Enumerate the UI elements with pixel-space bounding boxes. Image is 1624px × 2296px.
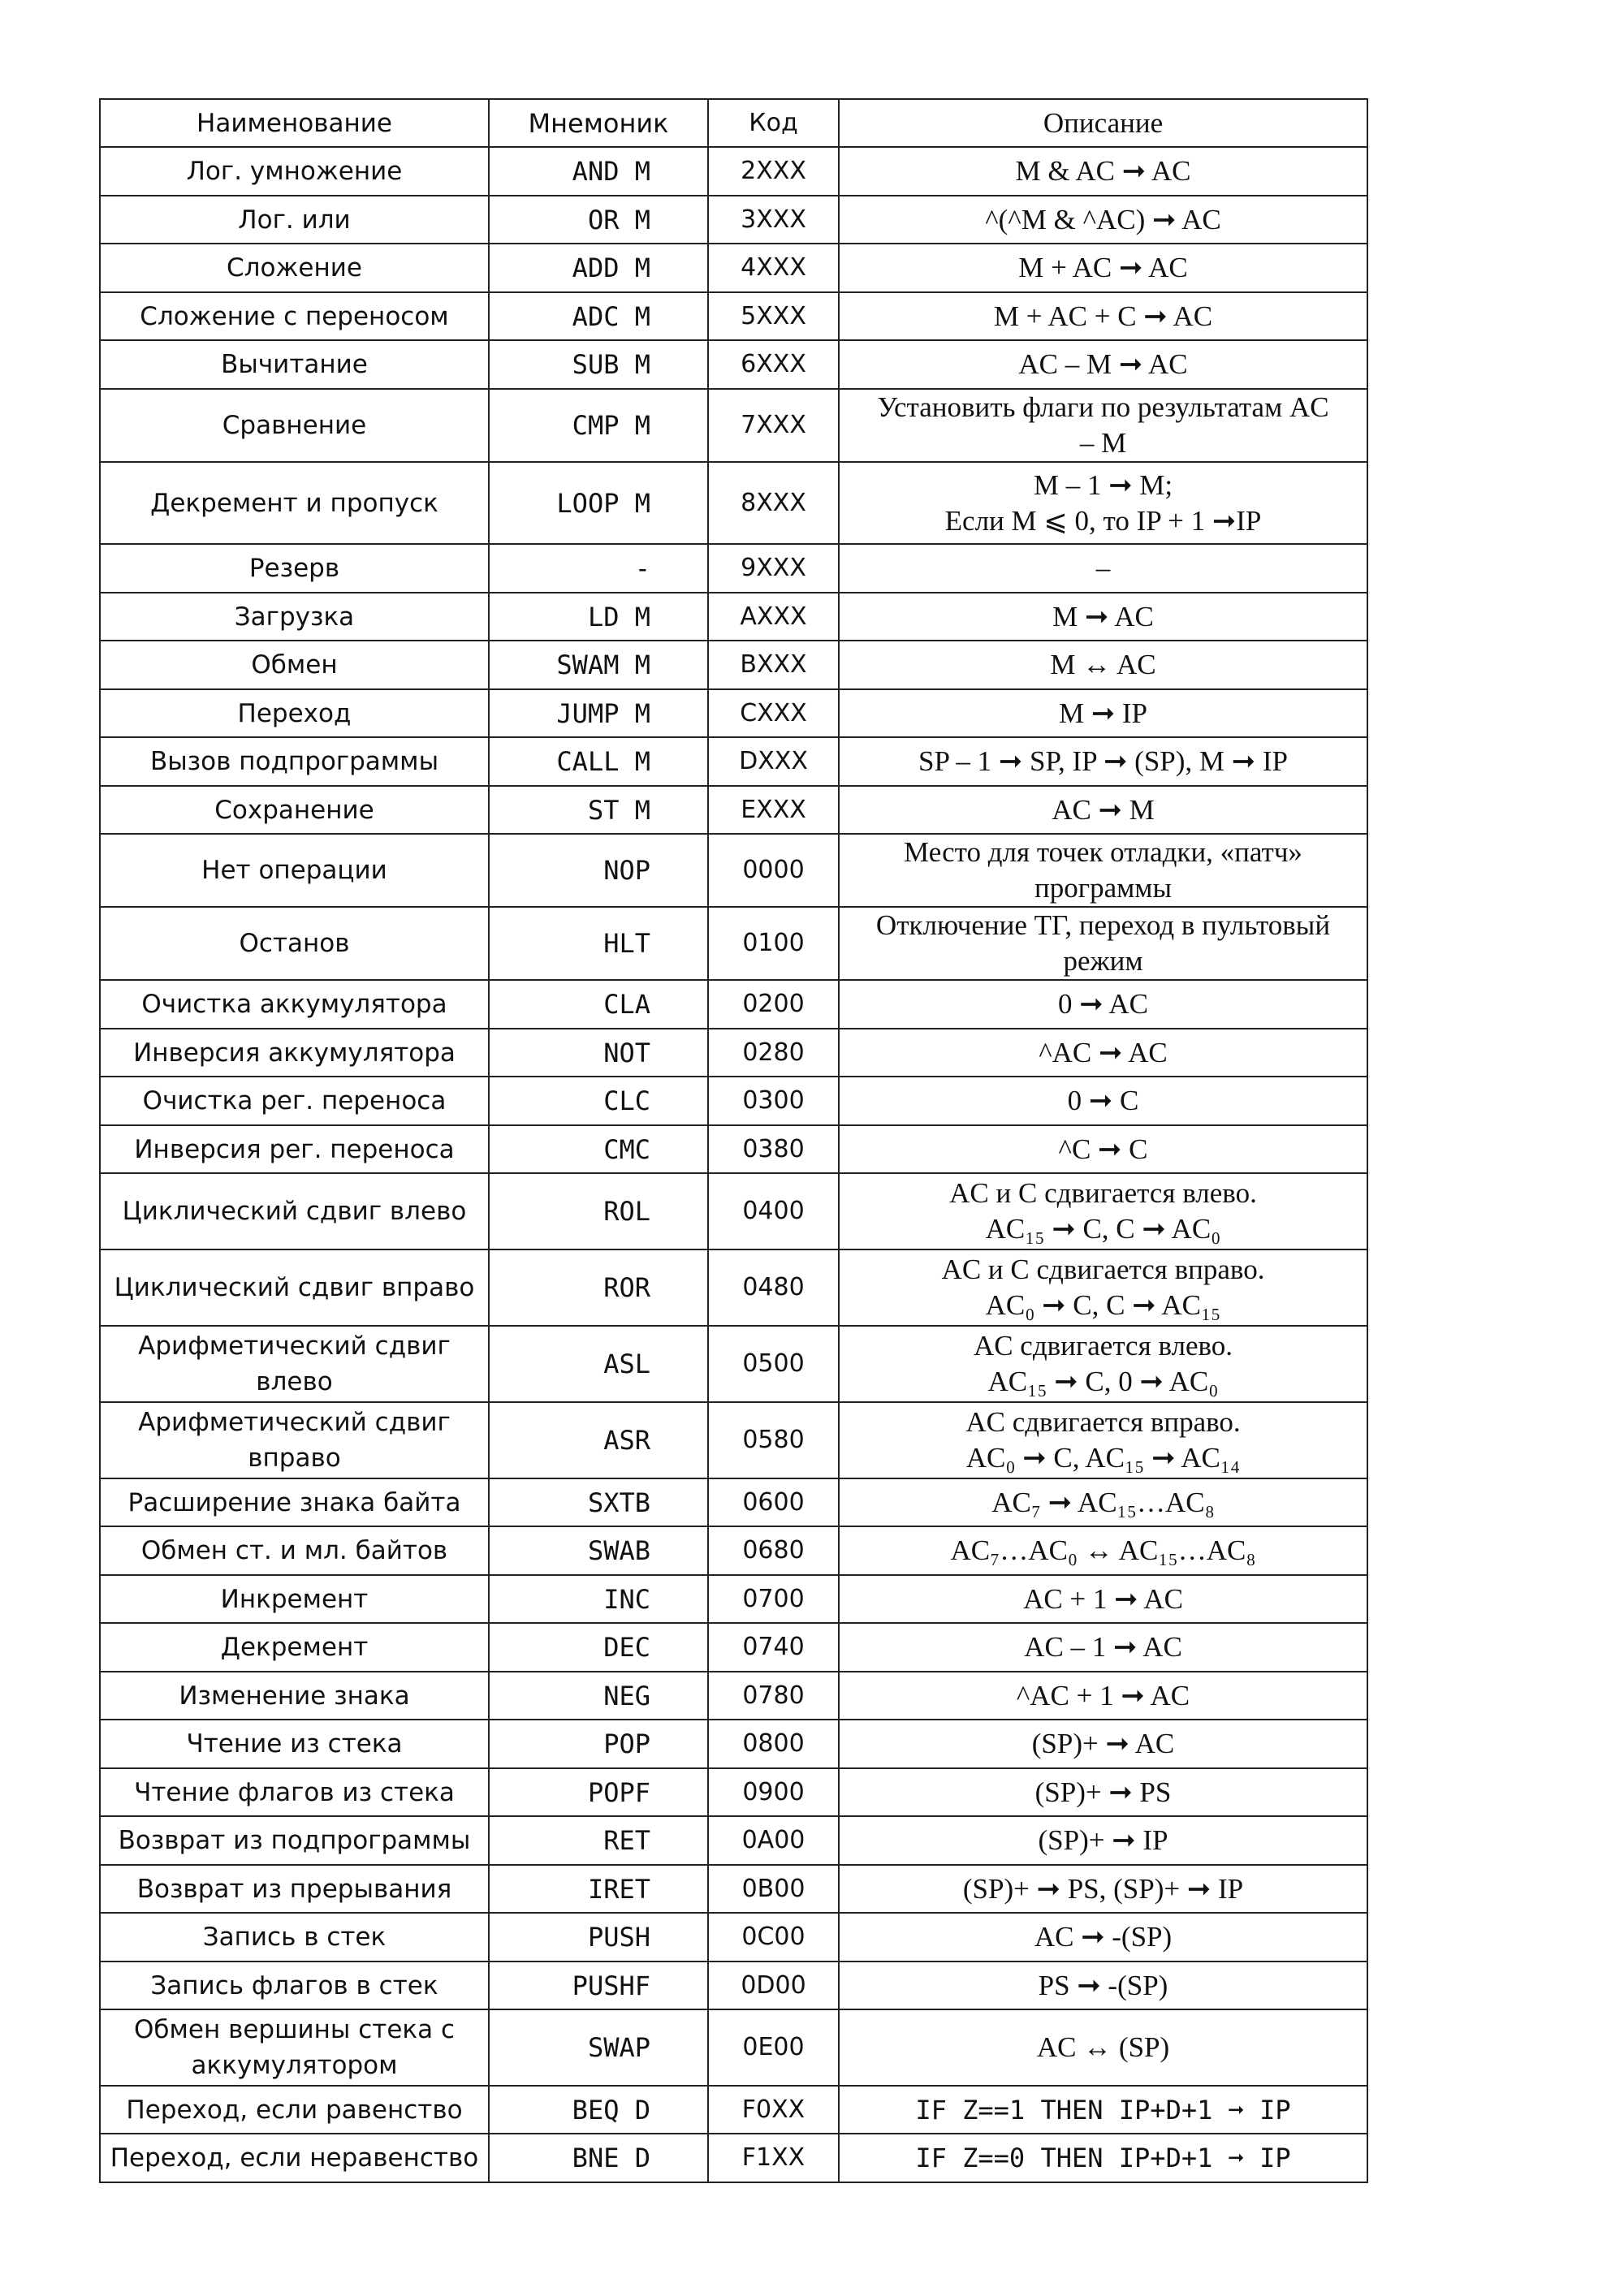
instruction-mnemonic-cell xyxy=(489,786,708,834)
description-line: (SP)+ ➞ PS xyxy=(1034,1776,1172,1808)
description-line: AC₀ ➞ C, AC₁₅ ➞ AC₁₄ xyxy=(965,1442,1241,1474)
instruction-mnemonic-cell xyxy=(489,2009,708,2086)
instruction-mnemonic: - xyxy=(634,553,650,584)
instruction-mnemonic: ROL xyxy=(603,1196,650,1227)
instruction-name: Запись флагов в стек xyxy=(100,1962,489,2009)
description-line: M ➞ AC xyxy=(1052,600,1154,632)
instruction-mnemonic-cell xyxy=(489,244,708,292)
instruction-mnemonic-cell xyxy=(489,2134,708,2182)
instruction-code: 4XXX xyxy=(708,244,839,292)
instruction-mnemonic-cell xyxy=(489,1962,708,2009)
description-line: PS ➞ -(SP) xyxy=(1038,1969,1168,2001)
instruction-name: Чтение флагов из стека xyxy=(100,1768,489,1816)
instruction-code: 0480 xyxy=(708,1249,839,1326)
table-row xyxy=(100,907,1367,980)
instruction-name: Изменение знака xyxy=(100,1672,489,1720)
instruction-table xyxy=(99,98,1368,2183)
instruction-description xyxy=(839,1326,1367,1402)
instruction-name: Циклический сдвиг вправо xyxy=(100,1249,489,1326)
table-row xyxy=(100,544,1367,593)
instruction-code: 9XXX xyxy=(708,544,839,593)
instruction-description xyxy=(839,1720,1367,1768)
description-line: IF Z==0 THEN IP+D+1 ➞ IP xyxy=(915,2143,1291,2173)
table-row xyxy=(100,593,1367,641)
instruction-description xyxy=(839,641,1367,689)
instruction-code: 0580 xyxy=(708,1402,839,1478)
instruction-mnemonic-cell xyxy=(489,147,708,196)
instruction-description xyxy=(839,1077,1367,1125)
instruction-mnemonic-cell xyxy=(489,389,708,462)
instruction-description xyxy=(839,1865,1367,1913)
description-line: 0 ➞ C xyxy=(1067,1085,1139,1116)
instruction-description xyxy=(839,340,1367,389)
instruction-mnemonic-cell xyxy=(489,2086,708,2134)
instruction-name: Обмен вершины стека с аккумулятором xyxy=(100,2009,489,2086)
instruction-mnemonic: LD M xyxy=(587,601,650,632)
instruction-name: Инкремент xyxy=(100,1575,489,1623)
instruction-name: Сравнение xyxy=(100,389,489,462)
instruction-description xyxy=(839,1125,1367,1173)
instruction-mnemonic-cell xyxy=(489,1402,708,1478)
table-row xyxy=(100,1125,1367,1173)
instruction-name: Арифметический сдвиг влево xyxy=(100,1326,489,1402)
instruction-code: 0900 xyxy=(708,1768,839,1816)
instruction-mnemonic-cell xyxy=(489,1478,708,1526)
table-header-row xyxy=(100,99,1367,147)
description-line: ^AC ➞ AC xyxy=(1039,1036,1168,1068)
description-line: режим xyxy=(1063,945,1143,977)
instruction-mnemonic-cell xyxy=(489,737,708,786)
instruction-mnemonic-cell xyxy=(489,1865,708,1913)
header-mnemonic xyxy=(489,99,708,147)
instruction-code: 0300 xyxy=(708,1077,839,1125)
instruction-mnemonic: CMP M xyxy=(572,410,650,441)
instruction-mnemonic: HLT xyxy=(603,928,650,959)
instruction-name: Вычитание xyxy=(100,340,489,389)
instruction-mnemonic: CLC xyxy=(603,1085,650,1116)
instruction-name: Запись в стек xyxy=(100,1913,489,1962)
instruction-description xyxy=(839,980,1367,1029)
instruction-code: 0C00 xyxy=(708,1913,839,1962)
instruction-code: 0780 xyxy=(708,1672,839,1720)
instruction-mnemonic: PUSHF xyxy=(572,1970,650,2001)
instruction-description xyxy=(839,1029,1367,1077)
instruction-mnemonic: CLA xyxy=(603,989,650,1020)
instruction-name: Арифметический сдвиг вправо xyxy=(100,1402,489,1478)
instruction-code: 0380 xyxy=(708,1125,839,1173)
instruction-mnemonic: NEG xyxy=(603,1680,650,1711)
table-row xyxy=(100,737,1367,786)
instruction-code: 0700 xyxy=(708,1575,839,1623)
instruction-name: Инверсия аккумулятора xyxy=(100,1029,489,1077)
instruction-code: 2XXX xyxy=(708,147,839,196)
description-line: M & AC ➞ AC xyxy=(1015,155,1191,187)
instruction-mnemonic-cell xyxy=(489,593,708,641)
instruction-code: 0B00 xyxy=(708,1865,839,1913)
instruction-mnemonic-cell xyxy=(489,1623,708,1672)
instruction-code: 0500 xyxy=(708,1326,839,1402)
instruction-description xyxy=(839,834,1367,907)
table-row xyxy=(100,2134,1367,2182)
instruction-mnemonic-cell xyxy=(489,1526,708,1575)
table-row xyxy=(100,1029,1367,1077)
instruction-mnemonic: JUMP M xyxy=(556,697,650,729)
instruction-mnemonic-cell xyxy=(489,462,708,544)
instruction-description xyxy=(839,689,1367,737)
instruction-code: 0D00 xyxy=(708,1962,839,2009)
description-line: M ↔ AC xyxy=(1050,649,1156,680)
instruction-mnemonic-cell xyxy=(489,1720,708,1768)
table-row xyxy=(100,786,1367,834)
instruction-code: 5XXX xyxy=(708,292,839,340)
table-row xyxy=(100,2086,1367,2134)
instruction-mnemonic: NOP xyxy=(603,855,650,886)
instruction-name: Декремент xyxy=(100,1623,489,1672)
table-row xyxy=(100,1816,1367,1865)
instruction-mnemonic: POPF xyxy=(587,1776,650,1808)
instruction-description xyxy=(839,1816,1367,1865)
instruction-mnemonic: SWAM M xyxy=(556,650,650,680)
instruction-description xyxy=(839,244,1367,292)
description-line: AC₁₅ ➞ C, C ➞ AC₀ xyxy=(985,1213,1221,1245)
instruction-name: Лог. умножение xyxy=(100,147,489,196)
table-row xyxy=(100,689,1367,737)
instruction-name: Переход xyxy=(100,689,489,737)
instruction-name: Вызов подпрограммы xyxy=(100,737,489,786)
instruction-mnemonic: SXTB xyxy=(587,1487,650,1518)
instruction-description xyxy=(839,907,1367,980)
instruction-mnemonic-cell xyxy=(489,1575,708,1623)
table-row xyxy=(100,340,1367,389)
instruction-code: EXXX xyxy=(708,786,839,834)
instruction-code: 8XXX xyxy=(708,462,839,544)
instruction-name: Чтение из стека xyxy=(100,1720,489,1768)
instruction-mnemonic-cell xyxy=(489,1077,708,1125)
instruction-description xyxy=(839,593,1367,641)
instruction-code: 3XXX xyxy=(708,196,839,244)
table-row xyxy=(100,147,1367,196)
instruction-code: 0200 xyxy=(708,980,839,1029)
description-line: AC – M ➞ AC xyxy=(1018,348,1188,380)
instruction-mnemonic: CALL M xyxy=(556,746,650,777)
instruction-name: Сложение xyxy=(100,244,489,292)
instruction-name: Декремент и пропуск xyxy=(100,462,489,544)
instruction-description xyxy=(839,1478,1367,1526)
description-line: (SP)+ ➞ AC xyxy=(1031,1728,1175,1759)
instruction-mnemonic-cell xyxy=(489,1672,708,1720)
description-line: Отключение ТГ, переход в пультовый xyxy=(875,909,1331,941)
table-row xyxy=(100,1720,1367,1768)
instruction-mnemonic: ASL xyxy=(603,1349,650,1379)
instruction-mnemonic: LOOP M xyxy=(556,487,650,519)
instruction-mnemonic-cell xyxy=(489,689,708,737)
instruction-description xyxy=(839,1623,1367,1672)
description-line: AC ↔ (SP) xyxy=(1036,2031,1170,2063)
table-row xyxy=(100,1173,1367,1249)
description-line: ^(^M & ^AC) ➞ AC xyxy=(985,203,1221,235)
description-line: ^AC + 1 ➞ AC xyxy=(1016,1679,1190,1711)
instruction-description xyxy=(839,1526,1367,1575)
instruction-mnemonic: PUSH xyxy=(587,1922,650,1953)
instruction-mnemonic: SWAP xyxy=(587,2032,650,2063)
instruction-code: F1XX xyxy=(708,2134,839,2182)
description-line: Если M ⩽ 0, то IP + 1 ➞IP xyxy=(944,504,1262,537)
instruction-name: Переход, если неравенство xyxy=(100,2134,489,2182)
table-row xyxy=(100,1402,1367,1478)
description-line: AC₁₅ ➞ C, 0 ➞ AC₀ xyxy=(987,1366,1219,1397)
description-line: M + AC ➞ AC xyxy=(1018,252,1188,283)
description-line: M + AC + C ➞ AC xyxy=(993,300,1213,332)
instruction-name: Останов xyxy=(100,907,489,980)
description-line: AC ➞ M xyxy=(1052,793,1155,826)
instruction-code: 7XXX xyxy=(708,389,839,462)
instruction-mnemonic-cell xyxy=(489,1125,708,1173)
instruction-name: Очистка рег. переноса xyxy=(100,1077,489,1125)
table-row xyxy=(100,1962,1367,2009)
instruction-mnemonic: CMC xyxy=(603,1133,650,1165)
instruction-description xyxy=(839,462,1367,544)
instruction-description xyxy=(839,1249,1367,1326)
instruction-mnemonic-cell xyxy=(489,544,708,593)
instruction-description xyxy=(839,1402,1367,1478)
instruction-mnemonic: SWAB xyxy=(587,1535,650,1566)
description-line: AC₀ ➞ C, C ➞ AC₁₅ xyxy=(985,1289,1221,1321)
instruction-name: Нет операции xyxy=(100,834,489,907)
instruction-description xyxy=(839,737,1367,786)
table-row xyxy=(100,1249,1367,1326)
table-row xyxy=(100,1526,1367,1575)
instruction-mnemonic: BNE D xyxy=(572,2143,650,2173)
instruction-description xyxy=(839,2134,1367,2182)
instruction-name: Переход, если равенство xyxy=(100,2086,489,2134)
instruction-code: CXXX xyxy=(708,689,839,737)
instruction-mnemonic: DEC xyxy=(603,1632,650,1663)
instruction-mnemonic-cell xyxy=(489,1913,708,1962)
table-row xyxy=(100,244,1367,292)
instruction-mnemonic: SUB M xyxy=(572,349,650,380)
instruction-name: Обмен ст. и мл. байтов xyxy=(100,1526,489,1575)
instruction-mnemonic: OR M xyxy=(587,204,650,235)
instruction-description xyxy=(839,389,1367,462)
instruction-name: Резерв xyxy=(100,544,489,593)
description-line: программы xyxy=(1034,872,1172,904)
description-line: Установить флаги по результатам AC xyxy=(877,391,1329,423)
instruction-mnemonic-cell xyxy=(489,196,708,244)
table-row xyxy=(100,1077,1367,1125)
description-line: (SP)+ ➞ IP xyxy=(1038,1824,1168,1856)
description-line: AC сдвигается вправо. xyxy=(965,1406,1241,1438)
table-row xyxy=(100,462,1367,544)
instruction-mnemonic-cell xyxy=(489,907,708,980)
instruction-code: BXXX xyxy=(708,641,839,689)
instruction-mnemonic-cell xyxy=(489,1816,708,1865)
instruction-mnemonic-cell xyxy=(489,980,708,1029)
instruction-code: 0400 xyxy=(708,1173,839,1249)
instruction-code: AXXX xyxy=(708,593,839,641)
description-line: SP – 1 ➞ SP, IP ➞ (SP), M ➞ IP xyxy=(918,745,1288,777)
instruction-code: 0E00 xyxy=(708,2009,839,2086)
instruction-name: Сохранение xyxy=(100,786,489,834)
description-line: M – 1 ➞ M; xyxy=(1033,468,1173,501)
instruction-name: Сложение с переносом xyxy=(100,292,489,340)
instruction-code: 0740 xyxy=(708,1623,839,1672)
description-line: IF Z==1 THEN IP+D+1 ➞ IP xyxy=(915,2094,1291,2126)
table-row xyxy=(100,196,1367,244)
header-code: Код xyxy=(708,99,839,147)
instruction-description xyxy=(839,786,1367,834)
instruction-mnemonic-cell xyxy=(489,340,708,389)
instruction-description xyxy=(839,1672,1367,1720)
instruction-mnemonic-cell xyxy=(489,292,708,340)
instruction-description xyxy=(839,1768,1367,1816)
instruction-description xyxy=(839,2086,1367,2134)
instruction-description xyxy=(839,147,1367,196)
instruction-mnemonic-cell xyxy=(489,641,708,689)
description-line: AC сдвигается влево. xyxy=(973,1330,1233,1362)
instruction-mnemonic-cell xyxy=(489,1029,708,1077)
instruction-name: Циклический сдвиг влево xyxy=(100,1173,489,1249)
table-row xyxy=(100,1478,1367,1526)
table-row xyxy=(100,389,1367,462)
description-line: 0 ➞ AC xyxy=(1057,988,1148,1020)
instruction-code: 0280 xyxy=(708,1029,839,1077)
table-row xyxy=(100,1672,1367,1720)
description-line: – M xyxy=(1079,427,1127,459)
instruction-code: 0A00 xyxy=(708,1816,839,1865)
table-row xyxy=(100,1623,1367,1672)
instruction-name: Инверсия рег. переноса xyxy=(100,1125,489,1173)
instruction-description xyxy=(839,1575,1367,1623)
description-line: M ➞ IP xyxy=(1058,697,1148,729)
header-description: Описание xyxy=(839,99,1367,147)
table-row xyxy=(100,1913,1367,1962)
description-line: AC и C сдвигается влево. xyxy=(949,1177,1257,1209)
header-name: Наименование xyxy=(100,99,489,147)
table-row xyxy=(100,1768,1367,1816)
instruction-name: Возврат из прерывания xyxy=(100,1865,489,1913)
instruction-mnemonic: IRET xyxy=(587,1873,650,1905)
instruction-code: F0XX xyxy=(708,2086,839,2134)
table-row xyxy=(100,2009,1367,2086)
instruction-code: 0800 xyxy=(708,1720,839,1768)
instruction-mnemonic: ASR xyxy=(603,1425,650,1456)
instruction-mnemonic: ROR xyxy=(603,1272,650,1303)
instruction-code: 0100 xyxy=(708,907,839,980)
instruction-mnemonic: ST M xyxy=(587,794,650,826)
description-line: AC и C сдвигается вправо. xyxy=(941,1254,1265,1285)
instruction-description xyxy=(839,196,1367,244)
description-line: (SP)+ ➞ PS, (SP)+ ➞ IP xyxy=(962,1872,1244,1905)
instruction-mnemonic: RET xyxy=(603,1825,650,1856)
instruction-mnemonic-cell xyxy=(489,1249,708,1326)
instruction-mnemonic-cell xyxy=(489,834,708,907)
table-row xyxy=(100,980,1367,1029)
instruction-code: 0600 xyxy=(708,1478,839,1526)
table-row xyxy=(100,1326,1367,1402)
instruction-description xyxy=(839,2009,1367,2086)
table-row xyxy=(100,641,1367,689)
description-line: ^C ➞ C xyxy=(1058,1133,1148,1165)
instruction-name: Загрузка xyxy=(100,593,489,641)
instruction-description xyxy=(839,292,1367,340)
instruction-name: Расширение знака байта xyxy=(100,1478,489,1526)
instruction-mnemonic: ADC M xyxy=(572,300,650,332)
instruction-name: Лог. или xyxy=(100,196,489,244)
table-row xyxy=(100,834,1367,907)
instruction-description xyxy=(839,544,1367,593)
instruction-code: 0680 xyxy=(708,1526,839,1575)
instruction-mnemonic-cell xyxy=(489,1326,708,1402)
instruction-table-body xyxy=(100,99,1367,2182)
instruction-name: Возврат из подпрограммы xyxy=(100,1816,489,1865)
instruction-code: 0000 xyxy=(708,834,839,907)
instruction-description xyxy=(839,1913,1367,1962)
instruction-name: Обмен xyxy=(100,641,489,689)
table-row xyxy=(100,1865,1367,1913)
description-line: Место для точек отладки, «патч» xyxy=(904,836,1302,868)
instruction-mnemonic: AND M xyxy=(572,156,650,187)
table-row xyxy=(100,292,1367,340)
instruction-mnemonic-cell xyxy=(489,1768,708,1816)
instruction-mnemonic: POP xyxy=(603,1728,650,1759)
description-line: AC₇…AC₀ ↔ AC₁₅…AC₈ xyxy=(950,1534,1256,1566)
description-line: AC₇ ➞ AC₁₅…AC₈ xyxy=(991,1486,1215,1518)
instruction-mnemonic: NOT xyxy=(603,1037,650,1068)
instruction-code: DXXX xyxy=(708,737,839,786)
description-line: AC ➞ -(SP) xyxy=(1034,1921,1173,1953)
instruction-mnemonic: INC xyxy=(603,1583,650,1615)
instruction-mnemonic: ADD M xyxy=(572,252,650,283)
description-line: – xyxy=(1095,552,1111,584)
table-row xyxy=(100,1575,1367,1623)
description-line: AC + 1 ➞ AC xyxy=(1023,1582,1183,1615)
instruction-name: Очистка аккумулятора xyxy=(100,980,489,1029)
header-mnemonic-label: Мнемоник xyxy=(528,107,669,139)
instruction-description xyxy=(839,1962,1367,2009)
instruction-description xyxy=(839,1173,1367,1249)
instruction-mnemonic: BEQ D xyxy=(572,2094,650,2126)
instruction-code: 6XXX xyxy=(708,340,839,389)
instruction-mnemonic-cell xyxy=(489,1173,708,1249)
description-line: AC – 1 ➞ AC xyxy=(1024,1631,1182,1663)
